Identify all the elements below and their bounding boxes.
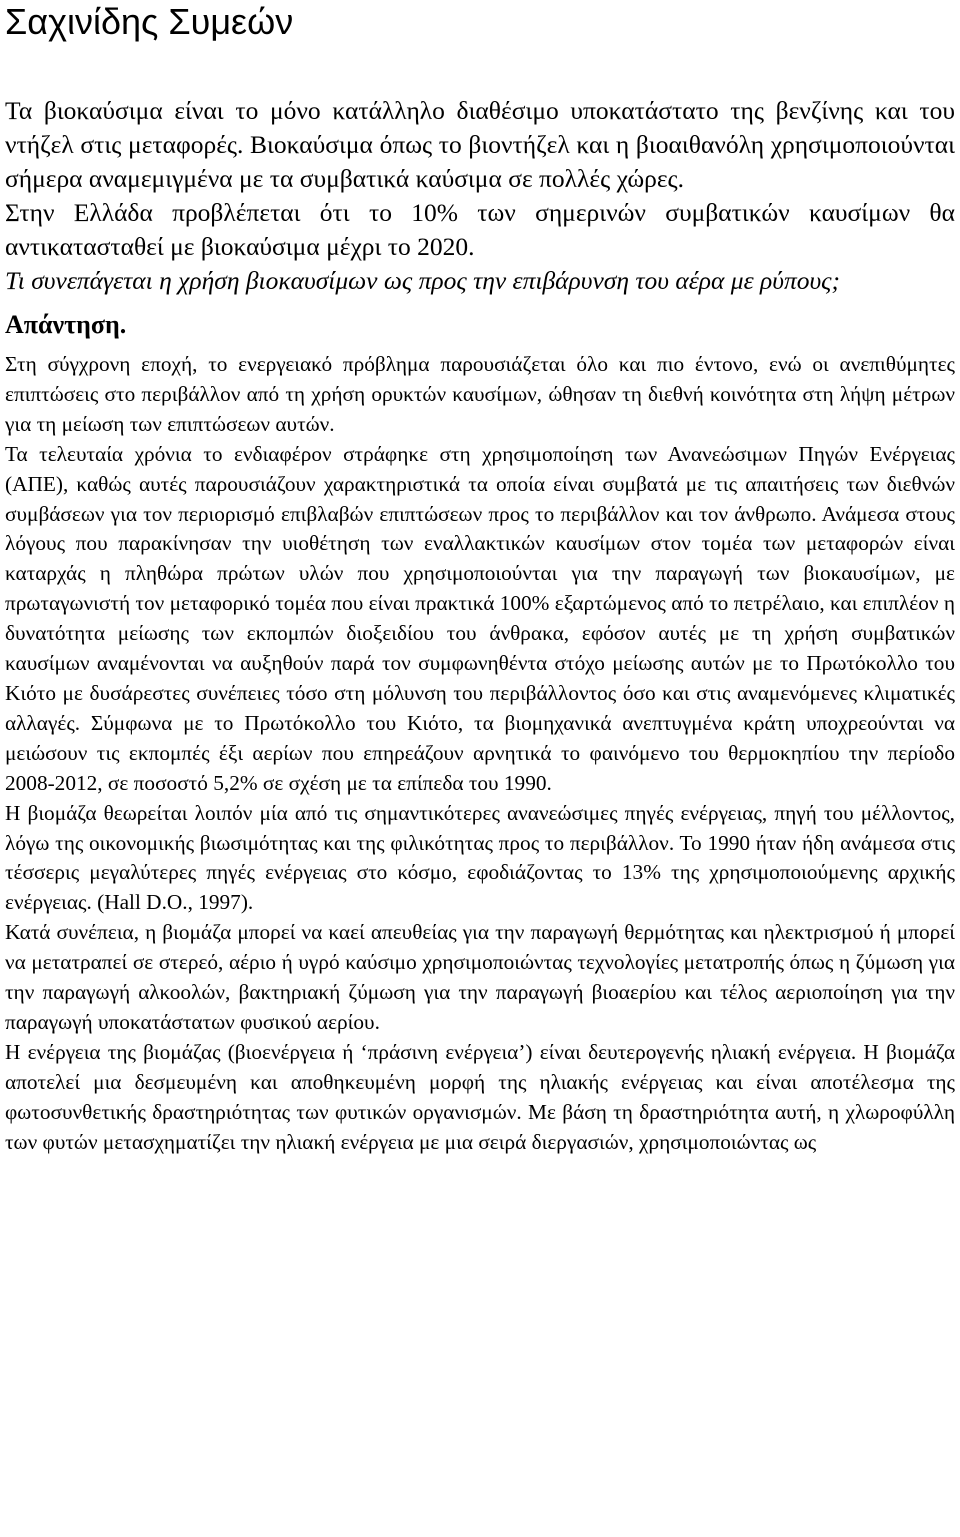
body-paragraph-4: Κατά συνέπεια, η βιομάζα μπορεί να καεί απευθείας για την παραγωγή θερμότητας και ηλεκτρισμού ή μπορεί να μετατραπεί σε στερεό, αέριο ή υγρό καύσιμο χρησιμοποιώντας τεχνολογίες μετατροπής όπως η ζύμωση για την παραγωγή αλκοολών, βακτηριακή ζύμωση για την παραγωγή βιοαερίου και τέλος αεριοποίηση για την παραγωγή υποκατάστατων φυσικού αερίου. <box>5 920 955 1034</box>
question-text: Τι συνεπάγεται η χρήση βιοκαυσίμων ως προς την επιβάρυνση του αέρα με ρύπους; <box>5 266 841 295</box>
document-title: Σαχινίδης Συμεών <box>5 1 294 42</box>
body-paragraph-3: Η βιομάζα θεωρείται λοιπόν μία από τις σημαντικότερες ανανεώσιμες πηγές ενέργειας, πηγή του μέλλοντος, λόγω της οικονομικής βιωσιμότητας και της φιλικότητας προς το περιβάλλον. Το 1990 ήταν ήδη ανάμεσα στις τέσσερις μεγαλύτερες πηγές ενέργειας στο κόσμο, εφοδιάζοντας το 13% της χρησιμοποιούμενης αρχικής ενέργειας. (Hall D.O., 1997). <box>5 800 955 915</box>
body-paragraph-5: Η ενέργεια της βιομάζας (βιοενέργεια ή ‘πράσινη ενέργεια’) είναι δευτερογενής ηλιακή ενέργεια. Η βιομάζα αποτελεί μια δεσμευμένη και αποθηκευμένη μορφή της ηλιακής ενέργειας και είναι αποτέλεσμα της φωτοσυνθετικής δραστηριότητας των φυτικών οργανισμών. Με βάση τη δραστηριότητα αυτή, η χλωροφύλλη των φυτών μετασχηματίζει την ηλιακή ενέργεια με μια σειρά διεργασιών, χρησιμοποιώντας ως <box>5 1039 955 1154</box>
body-paragraph-1: Στη σύγχρονη εποχή, το ενεργειακό πρόβλημα παρουσιάζεται όλο και πιο έντονο, ενώ οι ανεπιθύμητες επιπτώσεις στο περιβάλλον από τη χρήση ορυκτών καυσίμων, ώθησαν τη διεθνή κοινότητα στη λήψη μέτρων για τη μείωση των επιπτώσεων αυτών. <box>5 352 955 436</box>
answer-heading: Απάντηση. <box>5 310 127 339</box>
document-page <box>5 0 955 1157</box>
intro-paragraph-1: Τα βιοκαύσιμα είναι το μόνο κατάλληλο διαθέσιμο υποκατάστατο της βενζίνης και του ντήζελ στις μεταφορές. Βιοκαύσιμα όπως το βιοντήζελ και η βιοαιθανόλη χρησιμοποιούνται σήμερα αναμεμιγμένα με τα συμβατικά καύσιμα σε πολλές χώρες. <box>5 96 955 193</box>
intro-section <box>5 94 955 298</box>
body-paragraph-2: Τα τελευταία χρόνια το ενδιαφέρον στράφηκε στη χρησιμοποίηση των Ανανεώσιμων Πηγών Ενέργειας (ΑΠΕ), καθώς αυτές παρουσιάζουν χαρακτηριστικά τα οποία είναι συμβατά με τις απαιτήσεις των διεθνών συμβάσεων για τον περιορισμό επιβλαβών επιπτώσεων προς το περιβάλλον και τον άνθρωπο. Ανάμεσα στους λόγους που παρακίνησαν την υιοθέτηση των εναλλακτικών καυσίμων στον τομέα των μεταφορών είναι καταρχάς η πληθώρα πρώτων υλών που χρησιμοποιούνται για την παραγωγή των βιοκαυσίμων, με πρωταγωνιστή τον μεταφορικό τομέα που είναι πρακτικά 100% εξαρτώμενος από το πετρέλαιο, και επιπλέον η δυνατότητα μείωσης των εκπομπών διοξειδίου του άνθρακα, εφόσον αυτές με τη χρήση συμβατικών καυσίμων αναμένονται να αυξηθούν παρά τον συμφωνηθέντα στόχο μείωσης αυτών με το Πρωτόκολλο του Κιότο με δυσάρεστες συνέπειες τόσο στη μόλυνση του περιβάλλοντος όσο και στις αναμενόμενες κλιματικές αλλαγές. Σύμφωνα με το Πρωτόκολλο του Κιότο, τα βιομηχανικά ανεπτυγμένα κράτη υποχρεούνται να μειώσουν τις εκπομπές έξι αερίων που επηρεάζουν αρνητικά το φαινόμενο του θερμοκηπίου την περίοδο 2008-2012, σε ποσοστό 5,2% σε σχέση με τα επίπεδα του 1990. <box>5 441 955 795</box>
intro-paragraph-2: Στην Ελλάδα προβλέπεται ότι το 10% των σημερινών συμβατικών καυσίμων θα αντικατασταθεί με βιοκαύσιμα μέχρι το 2020. <box>5 198 955 261</box>
answer-body <box>5 350 955 1157</box>
